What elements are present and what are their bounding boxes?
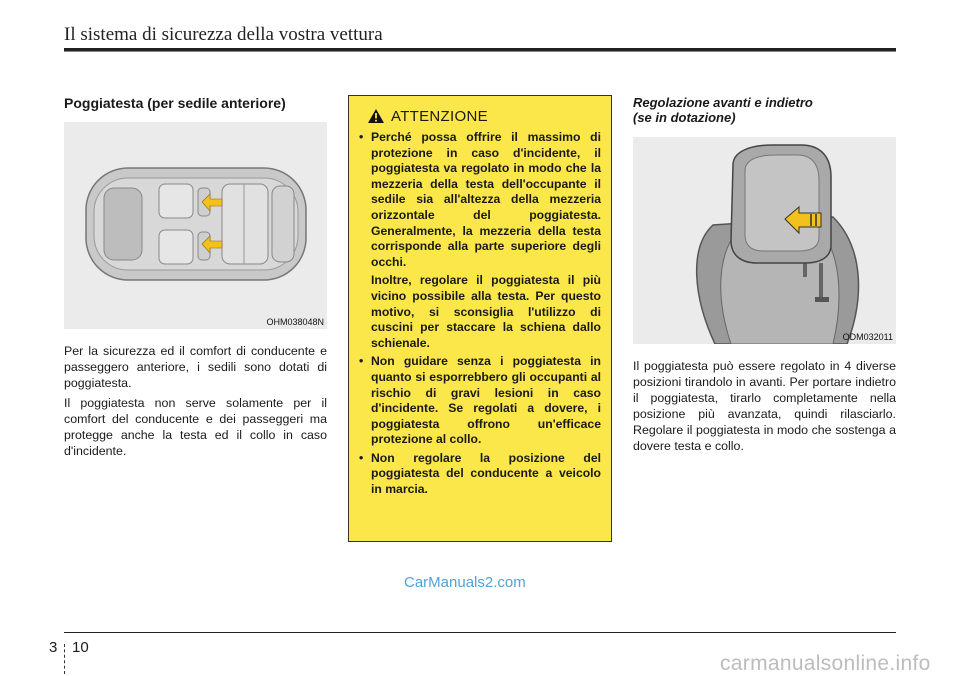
subsection-title: Regolazione avanti e indietro [633, 95, 813, 110]
section-title: Poggiatesta (per sedile anteriore) [64, 95, 286, 111]
footer-rule [64, 632, 896, 633]
left-column [64, 95, 327, 459]
right-column [633, 95, 896, 454]
warning-sub-paragraph: Inoltre, regolare il poggiatesta il più vicino possibile alla testa. Per questo motivo, si sconsiglia l'utilizzo di cuscini per staccare la schiena dallo schienale. [371, 273, 601, 350]
warning-item: • Perché possa offrire il massimo di protezione in caso d'incidente, il poggiatesta va regolato in modo che la mezzeria della testa dell'occupante il sedile sia all'altezza della mezzeria orizzontale del poggiatesta. Generalmente, la mezzeria della testa corrisponde alla parte superiore degli occhi. [359, 130, 601, 269]
warning-title: ATTENZIONE [391, 107, 488, 125]
warning-item-text: Non regolare la posizione del poggiatesta del conducente a veicolo in marcia. [371, 450, 601, 497]
warning-item-text: Non guidare senza i poggiatesta in quanto si esporrebbero gli occupanti al rischio di gravi lesioni in caso d'incidente. Se regolati a dovere, i poggiatesta offrono un'efficace protezione al collo. [371, 354, 601, 447]
header-rule-thin [64, 51, 896, 52]
figure-caption: ODM032011 [842, 332, 893, 342]
warning-item-text: Perché possa offrire il massimo di protezione in caso d'incidente, il poggiatesta va regolato in modo che la mezzeria della testa dell'occupante il sedile sia all'altezza della mezzeria orizzontale del poggiatesta. Generalmente, la mezzeria della testa corrisponde alla parte superiore degli occhi. [371, 130, 601, 269]
body-paragraph: Il poggiatesta non serve solamente per il comfort del conducente e dei passeggeri ma protegge anche la testa ed il collo in caso d'incidente. [64, 396, 327, 458]
headrest-illustration [633, 137, 896, 344]
warning-box [348, 95, 612, 542]
subsection-subtitle: (se in dotazione) [633, 110, 736, 125]
figure-caption: OHM038048N [266, 317, 324, 327]
section-number: 3 [49, 639, 58, 656]
page-header-title: Il sistema di sicurezza della vostra vettura [64, 24, 383, 45]
car-seats-figure [64, 122, 327, 329]
warning-item: • Non regolare la posizione del poggiatesta del conducente a veicolo in marcia. [359, 450, 601, 497]
watermark-logo: CarManuals2.com [404, 574, 526, 591]
warning-item: • Non guidare senza i poggiatesta in quanto si esporrebbero gli occupanti al rischio di gravi lesioni in caso d'incidente. Se regolati a dovere, i poggiatesta offrono un'efficace protezione al collo. [359, 354, 601, 447]
footer-divider [64, 644, 65, 674]
car-top-view-illustration [64, 122, 327, 329]
headrest-figure [633, 137, 896, 344]
warning-header [367, 106, 488, 126]
warning-triangle-icon [367, 108, 385, 124]
body-paragraph: Il poggiatesta può essere regolato in 4 diverse posizioni tirandolo in avanti. Per portare indietro il poggiatesta, tirarlo completamente nella posizione più avanzata, quindi rilasciarlo. Regolare il poggiatesta in modo che sostenga a dovere testa e collo. [633, 359, 896, 453]
site-watermark: carmanualsonline.info [720, 652, 931, 675]
body-paragraph: Per la sicurezza ed il comfort di conducente e passeggero anteriore, i sedili sono dotati di poggiatesta. [64, 344, 327, 390]
warning-list [359, 130, 601, 498]
page-number: 10 [72, 639, 89, 656]
